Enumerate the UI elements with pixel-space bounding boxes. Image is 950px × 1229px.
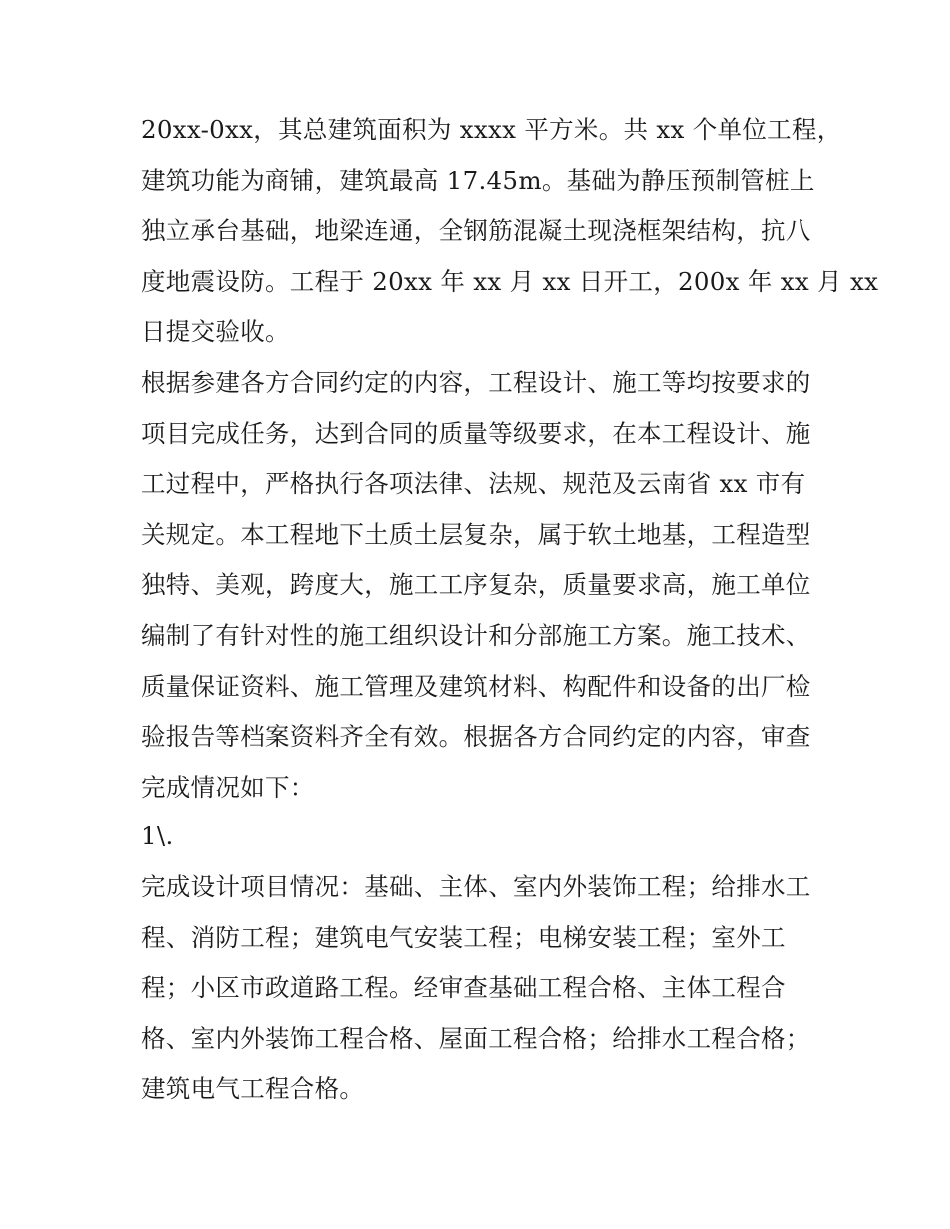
text-line: 质量保证资料、施工管理及建筑材料、构配件和设备的出厂检 — [141, 671, 811, 701]
text-line: 日提交验收。 — [141, 317, 290, 347]
text-line: 20xx-0xx，其总建筑面积为 xxxx 平方米。共 xx 个单位工程， — [141, 115, 842, 144]
text-line: 建筑电气工程合格。 — [141, 1074, 365, 1104]
text-line: 完成情况如下： — [141, 772, 315, 802]
text-line: 程；小区市政道路工程。经审查基础工程合格、主体工程合 — [141, 973, 786, 1003]
text-line: 根据参建各方合同约定的内容，工程设计、施工等均按要求的 — [141, 368, 811, 397]
text-line: 程、消防工程；建筑电气安装工程；电梯安装工程；室外工 — [141, 922, 786, 952]
text-line: 验报告等档案资料齐全有效。根据各方合同约定的内容，审查 — [141, 722, 811, 752]
text-line: 独特、美观，跨度大，施工工序复杂，质量要求高，施工单位 — [141, 570, 811, 600]
item-number: 1\. — [141, 821, 174, 850]
text-line: 独立承台基础，地梁连通，全钢筋混凝土现浇框架结构，抗八 — [141, 216, 811, 246]
text-line: 编制了有针对性的施工组织设计和分部施工方案。施工技术、 — [141, 620, 811, 650]
text-line: 建筑功能为商铺，建筑最高 17.45m。基础为静压预制管桩上 — [141, 165, 815, 195]
text-line: 项目完成任务，达到合同的质量等级要求，在本工程设计、施 — [141, 418, 811, 448]
text-line: 格、室内外装饰工程合格、屋面工程合格；给排水工程合格； — [141, 1023, 811, 1053]
paragraph-project-overview — [141, 105, 879, 358]
paragraph-contract-review — [141, 358, 821, 813]
paragraph-design-completion — [141, 862, 821, 1115]
list-item-marker — [141, 811, 821, 862]
text-line: 关规定。本工程地下土质土层复杂，属于软土地基，工程造型 — [141, 519, 811, 549]
text-line: 工过程中，严格执行各项法律、法规、规范及云南省 xx 市有 — [141, 469, 806, 499]
text-line: 完成设计项目情况：基础、主体、室内外装饰工程；给排水工 — [141, 872, 811, 901]
text-line: 度地震设防。工程于 20xx 年 xx 月 xx 日开工，200x 年 xx 月 xx — [141, 266, 879, 296]
